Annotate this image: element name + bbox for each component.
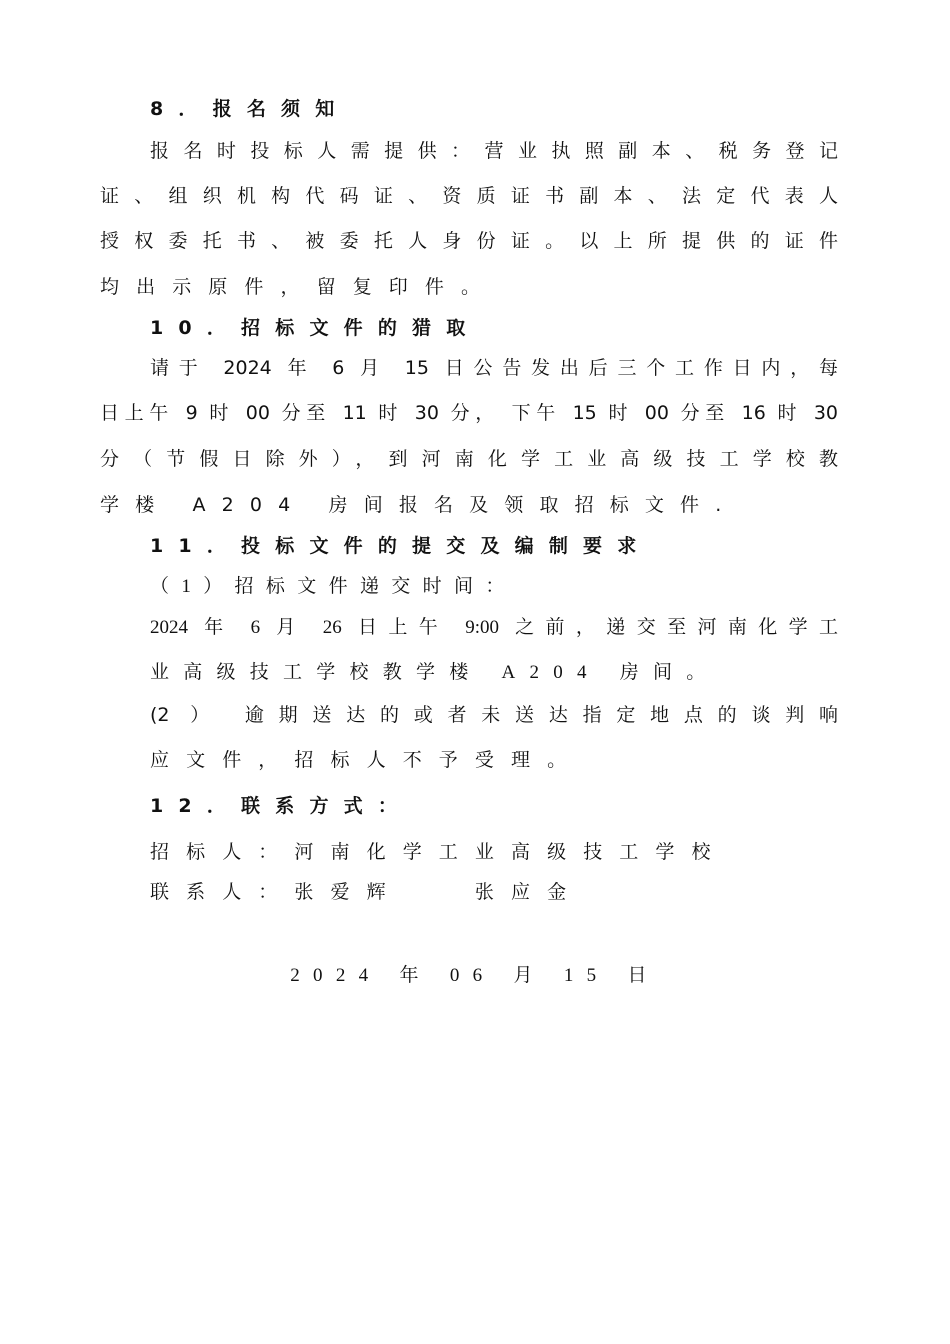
tenderer-line: 招标人：河南化学工业高级技工学校: [150, 841, 728, 863]
section-8-line-4: 均出示原件，留复印件。: [100, 276, 498, 298]
document-date: 2024 年 06 月 15 日: [290, 965, 660, 986]
section-8-heading: 8．报名须知: [150, 98, 350, 120]
section-10-heading: 10．招标文件的猎取: [150, 317, 481, 339]
section-11-sub1-line-1: 2024 年 6 月 26 日上午 9:00 之前，递交至河南化学工: [150, 617, 838, 638]
section-11-heading: 11．投标文件的提交及编制要求: [150, 535, 652, 557]
section-10-line-1: 请于 2024 年 6 月 15 日公告发出后三个工作日内，每: [150, 357, 838, 379]
section-8-line-1: 报名时投标人需提供：营业执照副本、税务登记: [150, 140, 838, 162]
section-10-line-3: 分（节假日除外），到河南化学工业高级技工学校教: [100, 448, 838, 470]
section-10-line-4: 学楼 A204 房间报名及领取招标文件.: [100, 494, 738, 516]
section-11-sub1-label: （1）招标文件递交时间：: [150, 576, 517, 597]
section-10-line-2: 日上午 9 时 00 分至 11 时 30 分， 下午 15 时 00 分至 16 时 30: [100, 402, 838, 424]
section-11-sub2-line-2: 应文件，招标人不予受理。: [150, 749, 584, 771]
section-8-line-2: 证、组织机构代码证、资质证书副本、法定代表人: [100, 185, 838, 207]
section-11-sub2-line-1: (2 ） 逾期送达的或者未送达指定地点的谈判响: [150, 704, 838, 726]
section-11-sub1-line-2: 业高级技工学校教学楼 A204 房间。: [150, 662, 720, 683]
section-12-heading: 12．联系方式：: [150, 795, 413, 817]
contact-line: 联系人：张爱辉 张应金: [150, 881, 584, 903]
section-8-line-3: 授权委托书、被委托人身份证。以上所提供的证件: [100, 230, 838, 252]
